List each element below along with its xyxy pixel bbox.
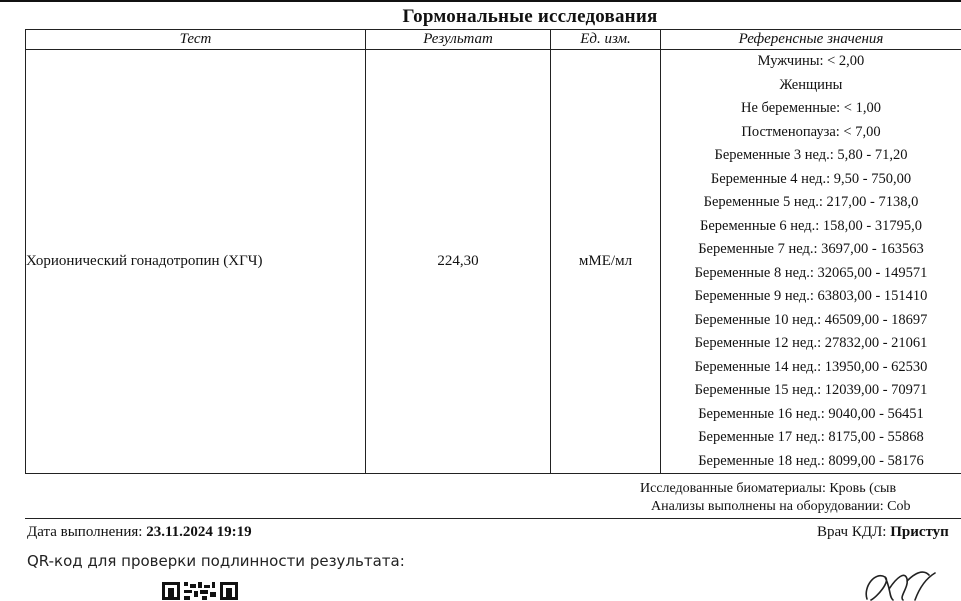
completion-date-value: 23.11.2024 19:19 <box>146 524 251 540</box>
reference-line: Беременные 8 нед.: 32065,00 - 149571 <box>661 262 961 286</box>
reference-line: Мужчины: < 2,00 <box>661 50 961 74</box>
reference-line: Беременные 17 нед.: 8175,00 - 55868 <box>661 426 961 450</box>
column-header-test: Тест <box>26 30 366 50</box>
reference-line: Беременные 12 нед.: 27832,00 - 21061 <box>661 332 961 356</box>
section-title: Гормональные исследования <box>0 6 961 28</box>
column-header-reference: Референсные значения <box>661 30 961 50</box>
reference-line: Беременные 5 нед.: 217,00 - 7138,0 <box>661 191 961 215</box>
reference-values <box>661 50 961 474</box>
completion-date <box>27 524 252 541</box>
reference-line: Беременные 14 нед.: 13950,00 - 62530 <box>661 356 961 380</box>
reference-line: Беременные 18 нед.: 8099,00 - 58176 <box>661 450 961 474</box>
reference-line: Беременные 9 нед.: 63803,00 - 151410 <box>661 285 961 309</box>
reference-line: Беременные 3 нед.: 5,80 - 71,20 <box>661 144 961 168</box>
test-name: Хорионический гонадотропин (ХГЧ) <box>26 50 366 474</box>
qr-code-icon[interactable] <box>162 582 268 600</box>
reference-line: Беременные 6 нед.: 158,00 - 31795,0 <box>661 215 961 239</box>
table-row <box>26 50 961 474</box>
handwritten-signature <box>855 567 945 601</box>
doctor-name: Приступ <box>890 524 949 540</box>
footer-divider <box>25 518 961 519</box>
reference-line: Беременные 16 нед.: 9040,00 - 56451 <box>661 403 961 427</box>
test-result: 224,30 <box>366 50 551 474</box>
reference-line: Беременные 4 нед.: 9,50 - 750,00 <box>661 168 961 192</box>
qr-caption: QR-код для проверки подлинности результата: <box>27 552 405 570</box>
reference-line: Постменопауза: < 7,00 <box>661 121 961 145</box>
test-unit: мМЕ/мл <box>551 50 661 474</box>
reference-line: Беременные 7 нед.: 3697,00 - 163563 <box>661 238 961 262</box>
doctor-label: Врач КДЛ: <box>817 524 886 540</box>
table-header-row <box>26 30 961 50</box>
results-table <box>25 29 961 474</box>
top-rule <box>0 0 961 2</box>
completion-date-label: Дата выполнения: <box>27 524 142 540</box>
column-header-result: Результат <box>366 30 551 50</box>
column-header-unit: Ед. изм. <box>551 30 661 50</box>
reference-line: Беременные 15 нед.: 12039,00 - 70971 <box>661 379 961 403</box>
reference-line: Женщины <box>661 74 961 98</box>
doctor-signature-line <box>817 524 949 541</box>
reference-line: Не беременные: < 1,00 <box>661 97 961 121</box>
biomaterial-note: Исследованные биоматериалы: Кровь (сыв <box>640 481 896 497</box>
equipment-note: Анализы выполнены на оборудовании: Cob <box>651 499 911 515</box>
reference-line: Беременные 10 нед.: 46509,00 - 18697 <box>661 309 961 333</box>
